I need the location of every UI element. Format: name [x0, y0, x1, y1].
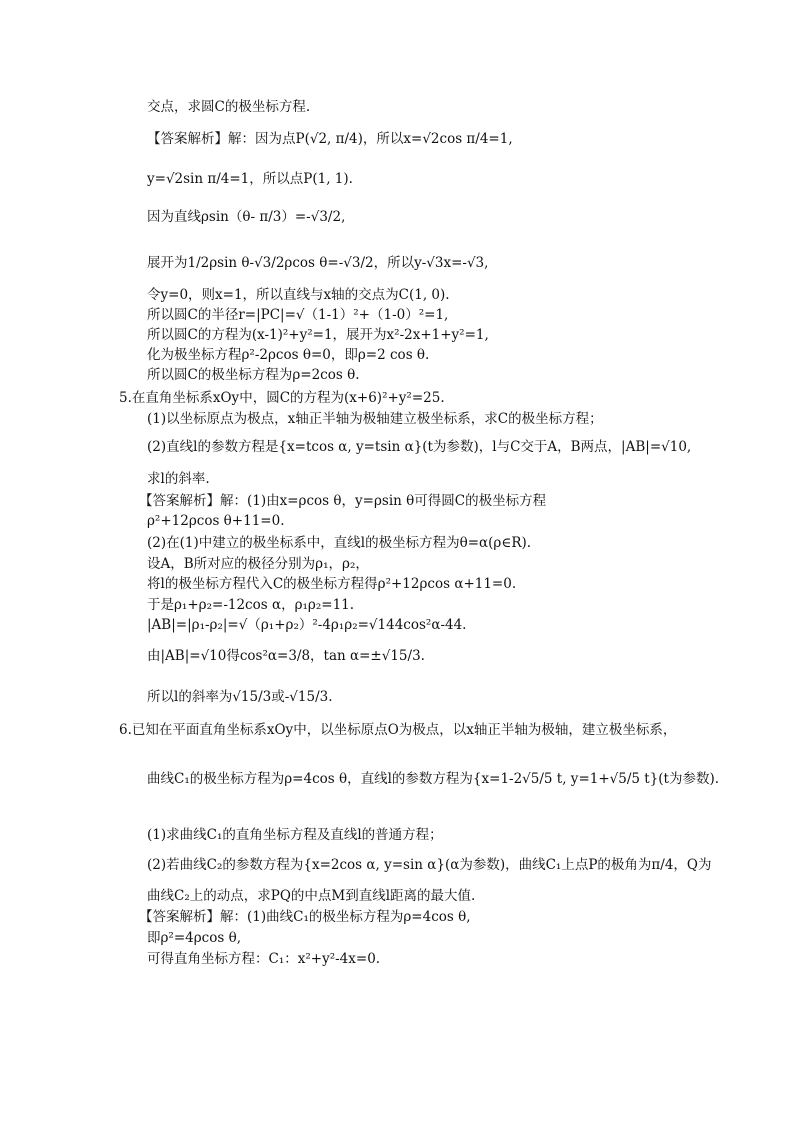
text-line: 曲线C₁的极坐标方程为ρ=4cos θ，直线l的参数方程为{x=1-2√5/5 t, y=1+√5/5 t}(t为参数). [147, 771, 720, 787]
text-line: 将l的极坐标方程代入C的极坐标方程得ρ²+12ρcos α+11=0. [147, 576, 517, 592]
question-5-title: 5.在直角坐标系xOy中，圆C的方程为(x+6)²+y²=25. [119, 390, 445, 406]
text-line: 求l的斜率. [147, 471, 210, 487]
text-line: 所以l的斜率为√15/3或-√15/3. [147, 689, 333, 705]
text-line: ρ²+12ρcos θ+11=0. [147, 513, 285, 529]
answer-line: 【答案解析】解：因为点P(√2, π/4)，所以x=√2cos π/4=1, [147, 131, 513, 147]
text-line: 即ρ²=4ρcos θ, [147, 930, 242, 946]
text-line: 曲线C₂上的动点，求PQ的中点M到直线l距离的最大值. [147, 888, 476, 904]
answer-line: 【答案解析】解：(1)由x=ρcos θ，y=ρsin θ可得圆C的极坐标方程 [139, 493, 547, 509]
text-line: y=√2sin π/4=1，所以点P(1, 1). [147, 171, 353, 187]
text-line: (2)在(1)中建立的极坐标系中，直线l的极坐标方程为θ=α(ρ∈R). [147, 535, 532, 551]
text-line: 设A，B所对应的极径分别为ρ₁，ρ₂， [147, 556, 369, 572]
text-line: 所以圆C的极坐标方程为ρ=2cos θ. [147, 367, 360, 383]
text-line: |AB|=|ρ₁-ρ₂|=√（ρ₁+ρ₂）²-4ρ₁ρ₂=√144cos²α-44. [147, 617, 467, 633]
text-line: 展开为1/2ρsin θ-√3/2ρcos θ=-√3/2，所以y-√3x=-√3, [147, 255, 489, 271]
text-line: 所以圆C的方程为(x-1)²+y²=1，展开为x²-2x+1+y²=1, [147, 327, 489, 343]
text-line: 令y=0，则x=1，所以直线与x轴的交点为C(1, 0). [147, 287, 450, 303]
text-line: 化为极坐标方程ρ²-2ρcos θ=0，即ρ=2 cos θ. [147, 347, 430, 363]
text-line: 于是ρ₁+ρ₂=-12cos α，ρ₁ρ₂=11. [147, 597, 355, 613]
text-line: (1)求曲线C₁的直角坐标方程及直线l的普通方程； [147, 827, 443, 843]
answer-line: 【答案解析】解：(1)曲线C₁的极坐标方程为ρ=4cos θ, [139, 909, 471, 925]
text-line: (1)以坐标原点为极点，x轴正半轴为极轴建立极坐标系，求C的极坐标方程； [147, 411, 603, 427]
text-line: 可得直角坐标方程：C₁：x²+y²-4x=0. [147, 951, 381, 967]
question-6-title: 6.已知在平面直角坐标系xOy中，以坐标原点O为极点，以x轴正半轴为极轴，建立极坐标系， [119, 722, 677, 738]
text-line: (2)直线l的参数方程是{x=tcos α, y=tsin α}(t为参数)，l与C交于A，B两点，|AB|=√10, [147, 439, 692, 455]
text-line: 交点，求圆C的极坐标方程. [147, 99, 311, 115]
text-line: 因为直线ρsin（θ- π/3）=-√3/2, [147, 209, 346, 225]
text-line: 由|AB|=√10得cos²α=3/8，tan α=±√15/3. [147, 648, 425, 664]
text-line: 所以圆C的半径r=|PC|=√（1-1）²+（1-0）²=1, [147, 307, 449, 323]
text-line: (2)若曲线C₂的参数方程为{x=2cos α, y=sin α}(α为参数)，曲线C₁上点P的极角为π/4，Q为 [147, 857, 712, 873]
